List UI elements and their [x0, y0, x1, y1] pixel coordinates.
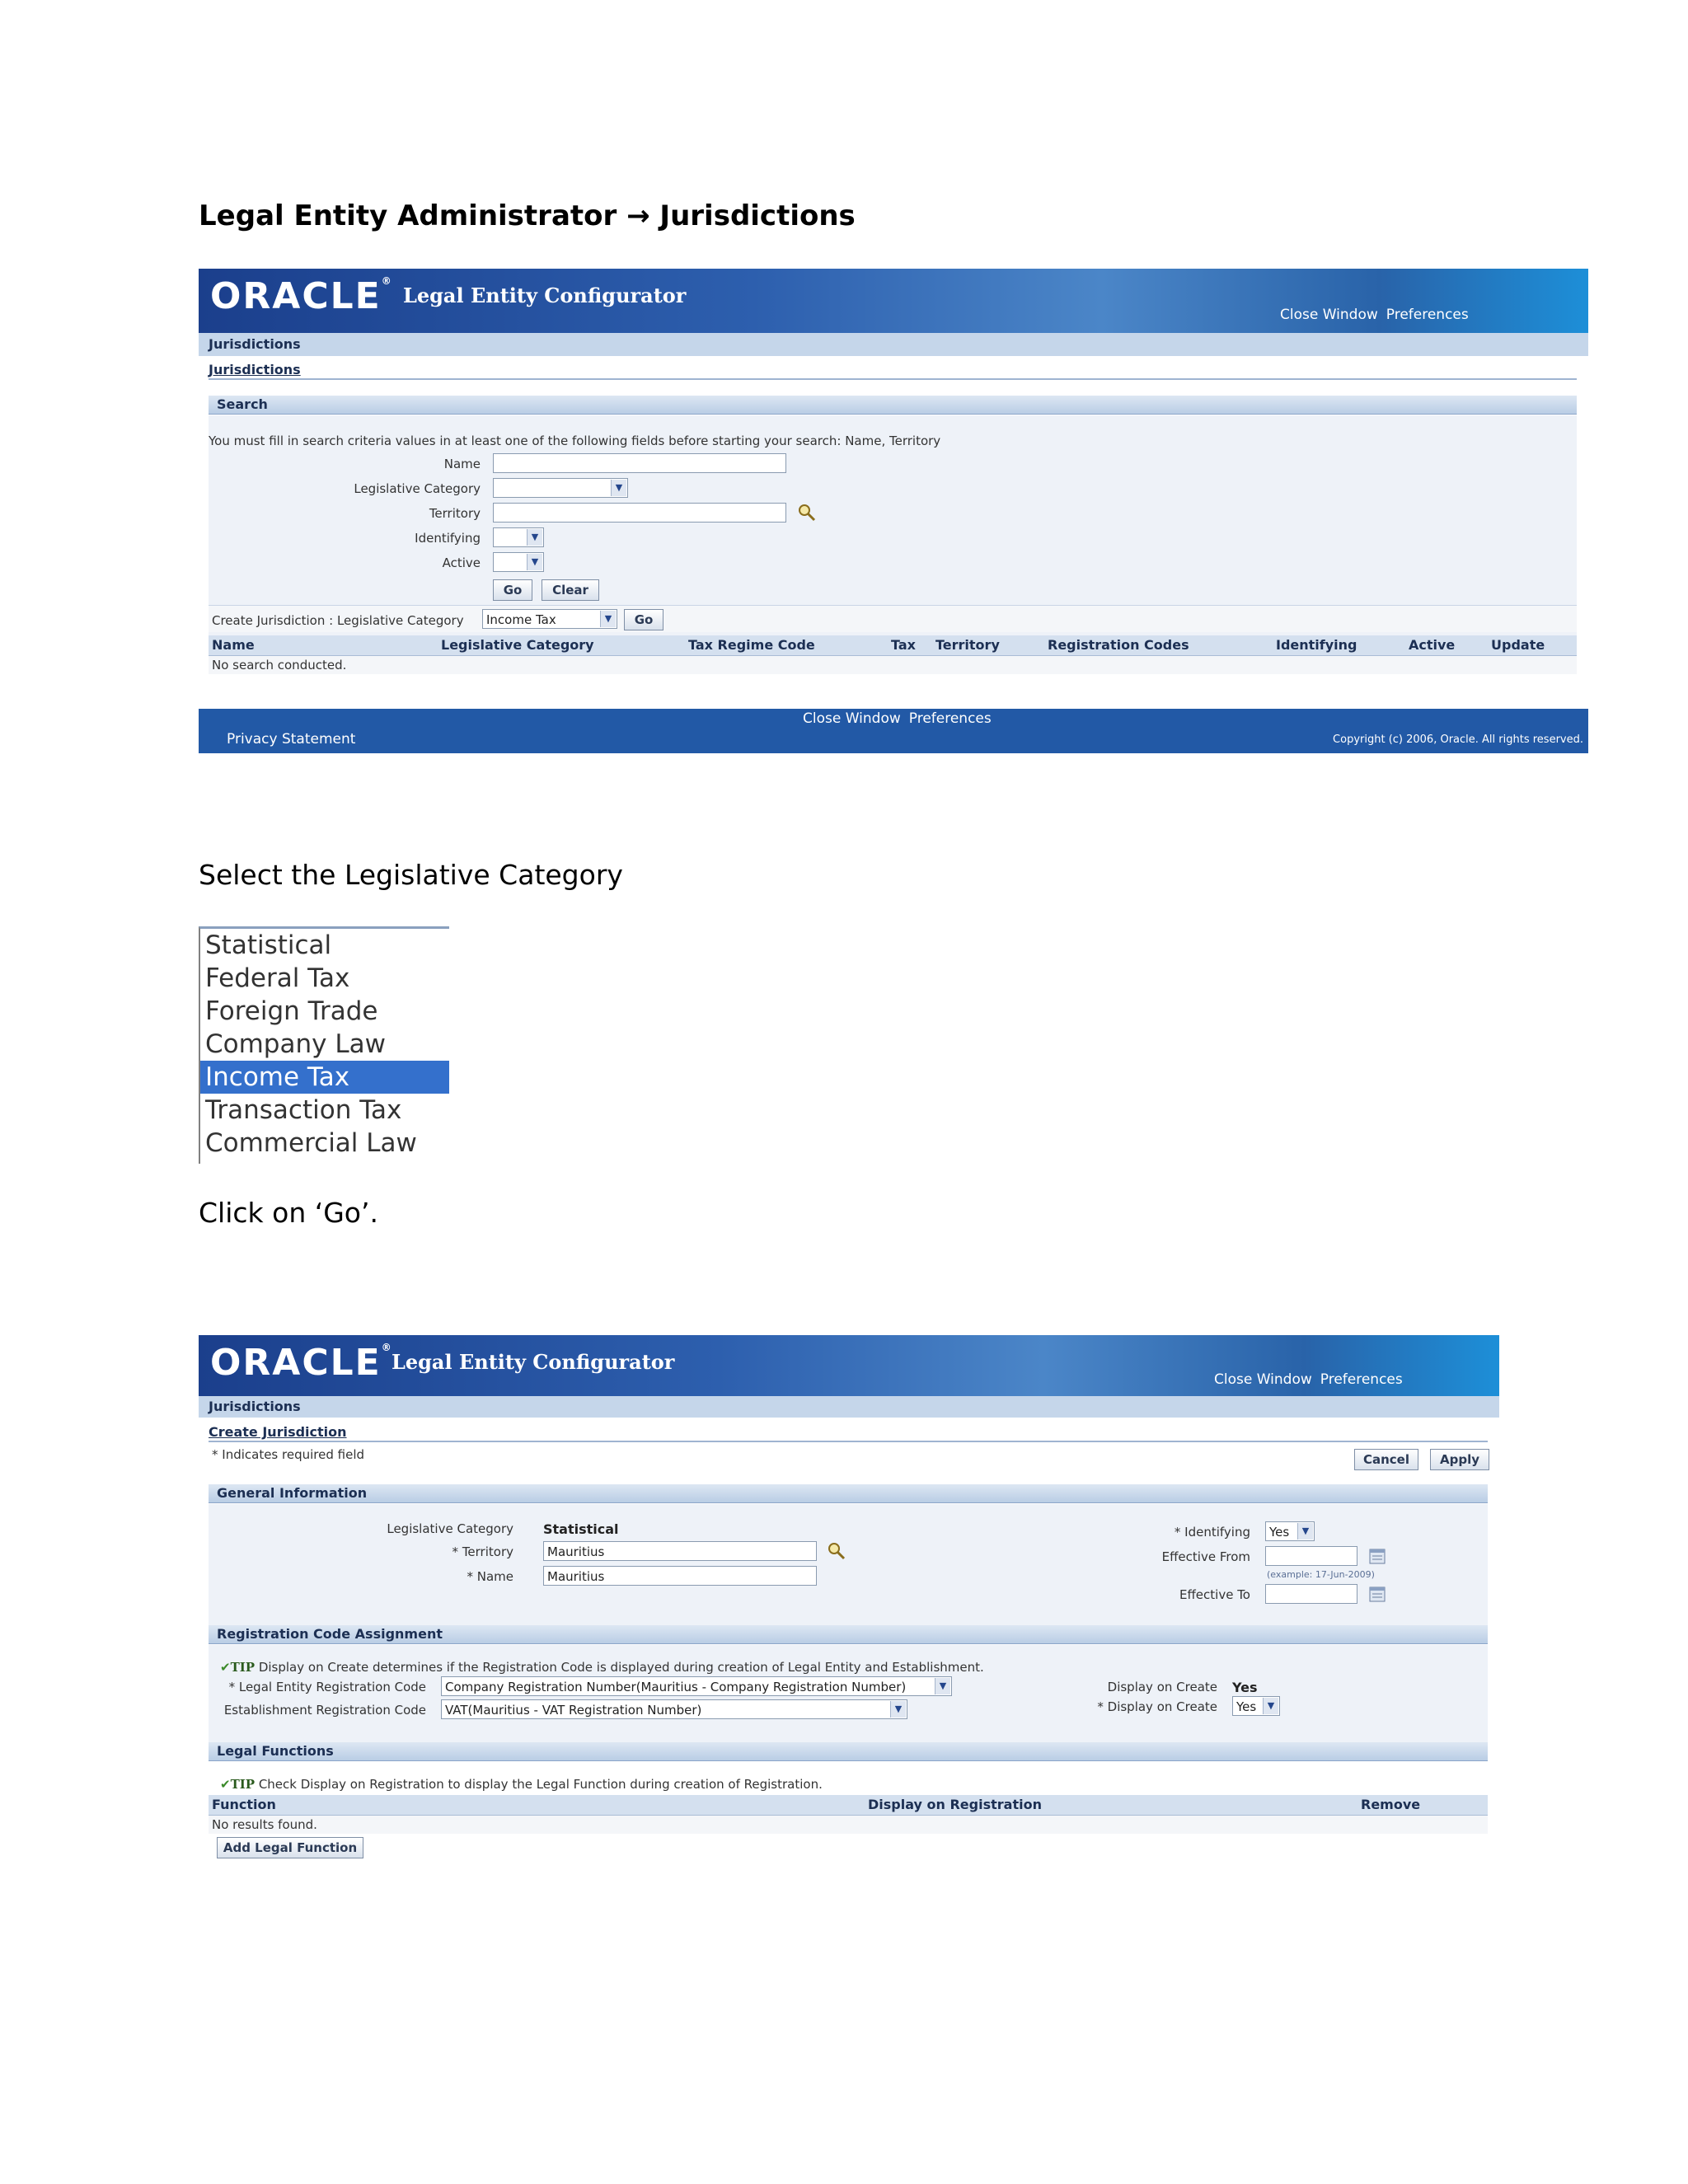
required-field-note: * Indicates required field — [212, 1447, 365, 1462]
column-header: Update — [1491, 637, 1545, 653]
chevron-down-icon: ▼ — [1297, 1523, 1313, 1540]
effective-from-label: Effective From — [1161, 1549, 1250, 1564]
registration-tip: ✔TIP Display on Create determines if the Registration Code is displayed during creation of Legal Entity and Establishment. — [220, 1660, 984, 1675]
column-header: Function — [212, 1797, 276, 1812]
preferences-link[interactable]: Preferences — [1320, 1371, 1403, 1388]
list-item[interactable]: Federal Tax — [205, 963, 350, 993]
column-header: Identifying — [1276, 637, 1357, 653]
identifying-select[interactable] — [1265, 1521, 1315, 1541]
close-window-link[interactable]: Close Window — [1280, 307, 1378, 323]
oracle-logo: ORACLE® — [210, 275, 393, 317]
add-legal-function-button[interactable]: Add Legal Function — [217, 1837, 363, 1858]
footer-close-window-link[interactable]: Close Window — [803, 710, 901, 727]
search-section-header: Search — [209, 396, 1577, 415]
oracle-header — [199, 1335, 1499, 1396]
close-window-link[interactable]: Close Window — [1214, 1371, 1312, 1388]
active-label: Active — [442, 555, 481, 570]
app-title: Legal Entity Configurator — [403, 284, 687, 307]
list-item[interactable]: Transaction Tax — [205, 1095, 402, 1125]
list-item[interactable]: Company Law — [205, 1029, 386, 1059]
footer-preferences-link[interactable]: Preferences — [908, 710, 992, 727]
legal-functions-header: Legal Functions — [209, 1742, 1488, 1761]
table-row: No results found. — [209, 1816, 1488, 1834]
legislative-category-label: Legislative Category — [387, 1521, 513, 1536]
cancel-button[interactable]: Cancel — [1354, 1449, 1418, 1470]
chevron-down-icon: ▼ — [1263, 1698, 1278, 1714]
instruction-click-go: Click on ‘Go’. — [199, 1197, 378, 1229]
identifying-select[interactable] — [493, 527, 544, 547]
app-title: Legal Entity Configurator — [392, 1350, 675, 1374]
create-go-button[interactable]: Go — [624, 609, 663, 630]
check-icon: ✔ — [220, 1660, 231, 1675]
territory-input[interactable]: Mauritius — [543, 1541, 817, 1561]
effective-to-input[interactable] — [1265, 1584, 1357, 1604]
document-heading: Legal Entity Administrator → Jurisdictions — [199, 199, 856, 232]
display-on-create-select-value: Yes — [1236, 1699, 1257, 1714]
identifying-label: Identifying — [415, 531, 481, 546]
preferences-link[interactable]: Preferences — [1386, 307, 1469, 323]
check-icon: ✔ — [220, 1777, 231, 1792]
oracle-header — [199, 269, 1588, 333]
create-jurisdiction-label: Create Jurisdiction : Legislative Category — [212, 613, 464, 628]
calendar-icon[interactable] — [1369, 1586, 1386, 1602]
registration-code-assignment-header: Registration Code Assignment — [209, 1625, 1488, 1644]
name-label: Name — [443, 457, 481, 471]
oracle-logo: ORACLE® — [210, 1342, 393, 1384]
list-item[interactable]: Foreign Trade — [205, 996, 378, 1026]
jurisdictions-search-screenshot — [199, 269, 1588, 753]
legal-functions-tip: ✔TIP Check Display on Registration to display the Legal Function during creation of Registration. — [220, 1777, 823, 1792]
tab-jurisdictions[interactable]: Jurisdictions — [199, 1396, 1499, 1418]
oracle-footer — [199, 709, 1588, 753]
header-links — [1206, 1371, 1403, 1388]
calendar-icon[interactable] — [1369, 1548, 1386, 1564]
column-header: Active — [1409, 637, 1456, 653]
display-on-create-label: Display on Create — [1107, 1680, 1217, 1694]
effective-date-example: (example: 17-Jun-2009) — [1267, 1569, 1375, 1580]
chevron-down-icon: ▼ — [527, 529, 542, 546]
title-divider — [209, 378, 1577, 380]
chevron-down-icon: ▼ — [935, 1678, 950, 1694]
copyright-text: Copyright (c) 2006, Oracle. All rights reserved. — [1333, 733, 1583, 746]
page-title: Create Jurisdiction — [209, 1424, 347, 1440]
column-header: Name — [212, 637, 255, 653]
column-header: Tax — [891, 637, 916, 653]
go-button[interactable]: Go — [493, 579, 532, 601]
establishment-registration-value: VAT(Mauritius - VAT Registration Number) — [445, 1703, 702, 1718]
establishment-registration-label: Establishment Registration Code — [223, 1703, 426, 1718]
effective-to-label: Effective To — [1179, 1587, 1250, 1602]
territory-label: Territory — [429, 506, 481, 521]
instruction-select-category: Select the Legislative Category — [199, 859, 623, 891]
chevron-down-icon: ▼ — [611, 480, 626, 496]
legislative-category-list[interactable] — [199, 926, 449, 1164]
legislative-category-label: Legislative Category — [354, 481, 481, 496]
header-links — [1272, 307, 1469, 323]
footer-links — [803, 710, 1000, 727]
list-item-selected[interactable]: Income Tax — [200, 1061, 449, 1094]
name-label: * Name — [467, 1569, 513, 1584]
clear-button[interactable]: Clear — [542, 579, 599, 601]
tab-jurisdictions[interactable]: Jurisdictions — [199, 333, 1588, 356]
establishment-registration-select[interactable] — [441, 1699, 907, 1719]
column-header: Registration Codes — [1048, 637, 1189, 653]
identifying-label: * Identifying — [1174, 1525, 1250, 1540]
territory-input[interactable] — [493, 503, 786, 523]
table-row: No search conducted. — [209, 656, 1577, 674]
legal-entity-registration-label: * Legal Entity Registration Code — [228, 1680, 426, 1694]
effective-from-input[interactable] — [1265, 1546, 1357, 1566]
legislative-category-value: Statistical — [543, 1521, 619, 1537]
display-on-create-value: Yes — [1232, 1680, 1258, 1695]
column-header: Tax Regime Code — [688, 637, 815, 653]
identifying-value: Yes — [1269, 1525, 1290, 1540]
list-item[interactable]: Commercial Law — [205, 1128, 417, 1158]
chevron-down-icon: ▼ — [890, 1701, 906, 1718]
chevron-down-icon: ▼ — [600, 611, 616, 627]
legal-functions-table-header — [209, 1795, 1488, 1816]
name-input[interactable]: Mauritius — [543, 1566, 817, 1586]
legal-entity-registration-value: Company Registration Number(Mauritius - Company Registration Number) — [445, 1680, 907, 1694]
create-jurisdiction-screenshot — [199, 1335, 1499, 1867]
search-icon[interactable] — [827, 1541, 846, 1561]
search-instructions: You must fill in search criteria values in at least one of the following fields before starting your search: Name, Territory — [209, 434, 941, 448]
column-header: Remove — [1361, 1797, 1421, 1812]
display-on-create-select[interactable] — [1232, 1696, 1280, 1716]
column-header: Territory — [935, 637, 1000, 653]
create-category-select[interactable] — [482, 609, 617, 629]
name-input[interactable] — [493, 453, 786, 473]
title-divider — [209, 1441, 1488, 1442]
legislative-category-select[interactable] — [493, 478, 628, 498]
legal-entity-registration-select[interactable] — [441, 1676, 952, 1696]
column-header: Legislative Category — [441, 637, 594, 653]
apply-button[interactable]: Apply — [1430, 1449, 1489, 1470]
territory-label: * Territory — [452, 1544, 513, 1559]
active-select[interactable] — [493, 552, 544, 572]
chevron-down-icon: ▼ — [527, 554, 542, 570]
privacy-statement-link[interactable]: Privacy Statement — [227, 731, 356, 748]
column-header: Display on Registration — [868, 1797, 1042, 1812]
search-icon[interactable] — [797, 503, 817, 523]
create-category-value: Income Tax — [486, 612, 556, 627]
results-table-header — [209, 635, 1577, 656]
display-on-create-required-label: * Display on Create — [1097, 1699, 1217, 1714]
general-information-header: General Information — [209, 1484, 1488, 1503]
list-item[interactable]: Statistical — [205, 930, 332, 960]
page-title: Jurisdictions — [209, 362, 301, 377]
